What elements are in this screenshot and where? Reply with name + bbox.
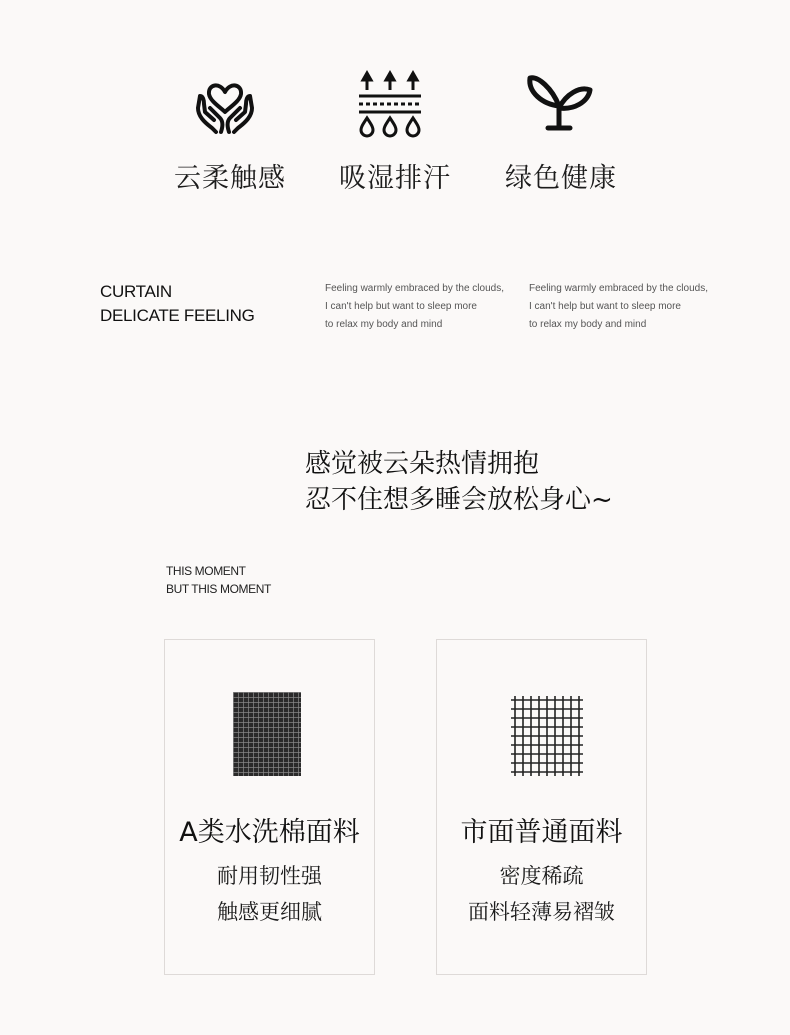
slogan-line1: 感觉被云朵热情拥抱 [305, 449, 540, 479]
feature-label-wicking: 吸湿排汗 [339, 163, 451, 194]
curtain-heading [100, 280, 255, 328]
moisture-wicking-icon [355, 68, 425, 138]
dense-weave-icon [233, 692, 303, 778]
card-feature-line2: 面料轻薄易褶皱 [468, 900, 615, 924]
paragraph-line: to relax my body and mind [325, 319, 443, 330]
sprout-icon [524, 68, 594, 138]
paragraph-line: to relax my body and mind [529, 319, 647, 330]
card-feature-line2: 触感更细腻 [217, 900, 322, 924]
card-feature-line1: 密度稀疏 [499, 864, 584, 888]
slogan [305, 446, 613, 518]
feature-label-soft: 云柔触感 [174, 163, 286, 194]
curtain-heading-line1: CURTAIN [100, 282, 172, 301]
paragraph-line: Feeling warmly embraced by the clouds, [325, 283, 504, 294]
fabric-card-ordinary [436, 639, 647, 975]
card-title: 市面普通面料 [460, 817, 623, 848]
moment-line2: BUT THIS MOMENT [166, 582, 271, 596]
loose-weave-icon [511, 696, 583, 776]
fabric-card-premium [164, 639, 375, 975]
english-paragraph-1 [325, 280, 504, 334]
card-feature-line1: 耐用韧性强 [217, 864, 322, 888]
hands-heart-icon [190, 68, 260, 138]
paragraph-line: I can't help but want to sleep more [325, 301, 477, 312]
moment-line1: THIS MOMENT [166, 564, 246, 578]
feature-label-healthy: 绿色健康 [505, 163, 617, 194]
moment-caption [166, 562, 271, 598]
paragraph-line: I can't help but want to sleep more [529, 301, 681, 312]
slogan-line2: 忍不住想多睡会放松身心~ [305, 485, 613, 515]
card-title: A类水洗棉面料 [179, 817, 360, 848]
paragraph-line: Feeling warmly embraced by the clouds, [529, 283, 708, 294]
english-paragraph-2 [529, 280, 708, 334]
curtain-heading-line2: DELICATE FEELING [100, 306, 255, 325]
